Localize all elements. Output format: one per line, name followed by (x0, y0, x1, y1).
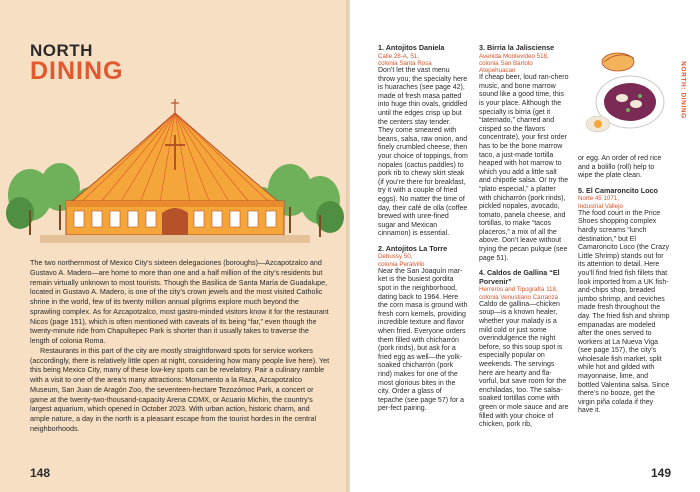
listing-description: Near the San Joaquín mar-ket is the busiest gordita spot in the neighborhood, dating back to 1964. Here the corn masa is ground with fresh corn kernels, providing incredible texture and flavor when fried. Everyone orders them filled with chicharrón (pork rinds), but ask for a fried egg as well—the yolk-soaked chicharrón (pork rind) makes for one of the most glorious bites in the city. Order a glass of tepache (see page 57) for a per-fect pairing. (378, 267, 468, 413)
listing-title: 4. Caldos de Gallina “El Porvenir” (479, 268, 560, 286)
intro-paragraph: The two northernmost of Mexico City’s sixteen delegaciones (boroughs)—Azcapotzalco and Gustavo A. Madero—are home to more than one and a half million of the city’s residents but remain virtually unknown to most tourists. Though the Basilica de Santa María de Guadalupe, located in Gustavo A. Madero, is one of the city’s crown jewels and the most visited Catholic shrine in the world, few of its twenty million annual pilgrims explore much beyond the sprawling complex. As for Azcapotzalco, most gastro-minded visitors know it for the restaurant Nicos (page 151), which is often mentioned with caveats of its being “far,” even though the twenty-minute ride from Chapultepec Park is shorter than it usually takes to traverse the length of colonia Roma. (30, 258, 329, 345)
listing-description: The food court in the Price Shoes shopping complex hardly screams “lunch destination,” but El Camaroncito Loco (the Crazy Little Shrimp) stands out for its attention to detail. Here you’ll find fried fish fillets that look imported from a UK fish-and-chips shop, breaded jumbo shrimp, and ceviches made fresh throughout the day. The fried fish and shrimp empanadas are modeled after the ones served to workers at La Nueva Viga (see page 157), the city’s wholesale fish market, split while hot and gilded with mayonnaise, lime, and bottled Valentina salsa. Since there’s no booze, get the virgin piña colada if they have it. (578, 209, 670, 415)
listing-entry (378, 245, 468, 414)
listing-address: colonia San Bartolo (479, 59, 533, 67)
listings-column-1 (378, 44, 468, 414)
listing-address: Norte 45 1071, (578, 195, 619, 203)
listing-title: 5. El Camaroncito Loco (578, 185, 658, 195)
listing-address: Calle 28-A, 51, (378, 52, 419, 60)
listing-entry (479, 44, 569, 263)
listing-entry (479, 269, 569, 430)
intro-paragraph: Restaurants in this part of the city are mostly straightforward spots for service workers (accordingly, there is relatively little open at night, considering how many people live here). Yet this being Mexico City, many of these low-key spots can be revelatory. Pair a culinary ramble with a visit to one of the area’s many attractions: Monumento a la Raza, Azcapotzalco Museum, San Juan de Aragón Zoo, the seventeen-hectare Tezozómoc Park, a concert or game at the twenty-two-thousand-capacity Arena CDMX, or Acuario Michin, the country’s largest aquarium, which opened in October 2023. With urban action, historic charm, and ample nature, a day in the north is a pleasant escape from the tourist hordes in the central neighborhoods. (30, 345, 330, 433)
listing-description-continued: or egg. An order of red rice and a bolillo (roll) help to wipe the plate clean. (578, 155, 662, 180)
listings-column-2 (479, 44, 569, 430)
listing-address: colonia Venustiano Carranza (479, 293, 559, 301)
listing-address: colonia Santa Rosa (378, 59, 432, 67)
listing-description: If cheap beer, loud ran-chero music, and bone marrow sound like a good time, this is your place. Although the specialty is birria (get it “tatemado,” charred and crisped so the flavors concentrate), your first order has to be the bone marrow taco, a just-made tortilla heaped with hot marrow to which you add a little salt and chipotle salsa. Or try the “plato especial,” a platter with chicharrón (pork rinds), pickled nopales, avocado, tomato, panela cheese, and tortillas, to make “tacos placeros,” a mix of all the above. Don’t leave without trying the pecan pulque (see page 51). (479, 74, 569, 262)
side-tab-label: NORTH: DINING (679, 61, 687, 119)
page-number-right: 149 (651, 466, 672, 480)
chapter-heading-title: DINING (30, 57, 124, 85)
listing-address: Herreros and Tipografía 118, (479, 286, 558, 294)
listing-description: Don’t let the vast menu throw you; the specialty here is huaraches (see page 42), made of fresh masa patted into huge thin ovals, griddled until the edges crisp up but the centers stay tender. They come smeared with beans, salsa, raw onion, and finely crumbled cheese, then your choice of toppings, from nopales (cactus paddles) to pork rib to chewy skirt steak (if you’re there for breakfast, try it with a couple of fried eggs). No matter the time of day, their café de olla (coffee brewed with unre-fined sugar and Mexican cinnamon) is essential. (378, 67, 468, 238)
basilica-illustration (0, 95, 350, 260)
listing-entry (578, 187, 670, 416)
listing-address: Debussy 50, (378, 253, 413, 261)
intro-text (30, 258, 330, 434)
listing-entry (378, 44, 468, 239)
listing-address: Avenida Montevideo 518, (479, 52, 549, 60)
page-number-left: 148 (30, 466, 51, 480)
listing-description: Caldo de gallina—chicken soup—is a known healer, whether your malady is a mild cold or just some overindulgence the night before, so this soup spot is especially popular on weekends. The servings here are hearty and fla-vorful, but save room for the enchiladas, too. The salsa-soaked tortillas come with green or mole sauce and are filled with your choice of chicken, pork rib, (479, 300, 569, 429)
listing-address: Atepehuacan (479, 67, 516, 74)
listing-address: colonia Peralvillo (378, 260, 425, 268)
chapter-heading-region: NORTH (30, 41, 93, 60)
listing-address: Industrial Vallejo (578, 202, 623, 210)
section-side-tab (676, 40, 690, 140)
listing-title: 2. Antojitos La Torre (378, 243, 448, 253)
listings-column-3 (578, 155, 670, 416)
listing-title: 3. Birria la Jalisciense (479, 43, 555, 52)
food-plate-illustration (578, 44, 670, 144)
listing-title: 1. Antojitos Daniela (378, 43, 445, 52)
